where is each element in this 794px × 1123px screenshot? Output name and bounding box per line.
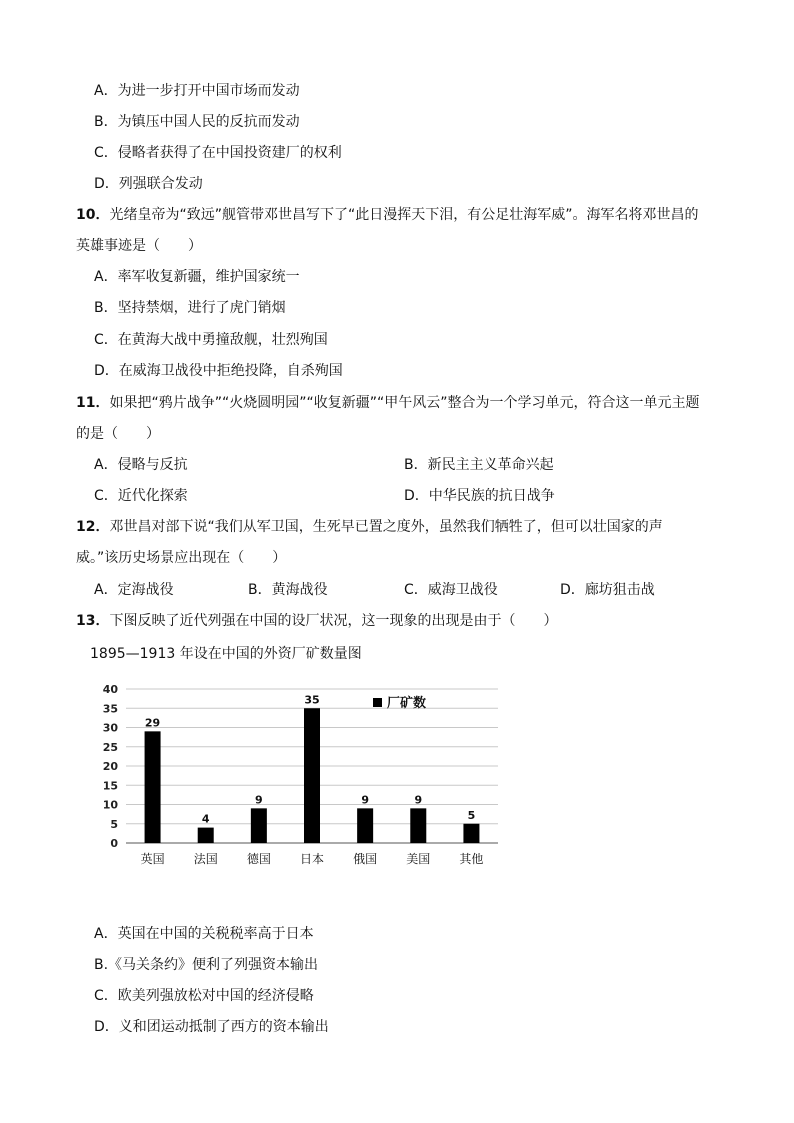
- x-tick-label: 俄国: [353, 852, 378, 866]
- y-tick-label: 10: [102, 798, 118, 812]
- q11-option-c: C．近代化探索: [94, 488, 188, 504]
- q10-option-b: B．坚持禁烟，进行了虎门销烟: [94, 300, 286, 316]
- question-10-number: 10．: [76, 207, 110, 223]
- y-tick-label: 15: [102, 779, 118, 793]
- question-12-stem-line2: 威。”该历史场景应出现在（ ）: [76, 550, 287, 566]
- q12-option-b: B．黄海战役: [248, 582, 328, 598]
- q13-option-c: C．欧美列强放松对中国的经济侵略: [94, 988, 314, 1004]
- x-tick-label: 其他: [459, 852, 484, 866]
- q13-option-d: D．义和团运动抵制了西方的资本输出: [94, 1019, 329, 1035]
- question-11: [76, 394, 700, 412]
- q10-option-d: D．在威海卫战役中拒绝投降，自杀殉国: [94, 363, 343, 379]
- question-11-stem-line2: 的是（ ）: [76, 426, 160, 442]
- question-13: [76, 612, 557, 630]
- q9-option-d: D．列强联合发动: [94, 176, 203, 192]
- data-label: 9: [255, 793, 263, 807]
- q12-option-c: C．威海卫战役: [404, 582, 498, 598]
- question-10: [76, 206, 699, 224]
- data-label: 35: [304, 693, 320, 707]
- data-label: 5: [467, 808, 476, 822]
- q13-option-a: A．英国在中国的关税税率高于日本: [94, 926, 314, 942]
- bar: [251, 808, 267, 843]
- chart-caption: 1895—1913 年设在中国的外资厂矿数量图: [90, 646, 362, 662]
- q10-option-c: C．在黄海大战中勇撞敌舰，壮烈殉国: [94, 332, 328, 348]
- question-12: [76, 518, 663, 536]
- y-tick-label: 0: [110, 837, 118, 850]
- bar: [145, 731, 161, 843]
- y-tick-label: 20: [102, 760, 118, 773]
- q10-option-a: A．率军收复新疆，维护国家统一: [94, 269, 300, 285]
- q12-option-a: A．定海战役: [94, 582, 174, 598]
- question-13-stem: 下图反映了近代列强在中国的设厂状况，这一现象的出现是由于（ ）: [109, 613, 558, 629]
- legend-label: 厂矿数: [387, 696, 427, 711]
- y-tick-label: 35: [102, 702, 118, 716]
- question-12-number: 12．: [76, 519, 110, 535]
- y-tick-label: 40: [102, 683, 118, 696]
- x-tick-label: 美国: [406, 852, 431, 866]
- y-tick-label: 25: [102, 740, 118, 754]
- q11-option-a: A．侵略与反抗: [94, 457, 188, 473]
- data-label: 4: [201, 812, 210, 826]
- y-tick-label: 5: [110, 817, 118, 831]
- legend-swatch: [373, 698, 382, 707]
- question-13-number: 13．: [76, 613, 110, 629]
- x-tick-label: 英国: [140, 852, 165, 866]
- question-10-stem-line1: 光绪皇帝为“致远”舰管带邓世昌写下了“此日漫挥天下泪，有公足壮海军威”。海军名将邓世昌的: [109, 207, 699, 223]
- q9-option-c: C．侵略者获得了在中国投资建厂的权利: [94, 145, 342, 161]
- data-label: 9: [414, 793, 423, 807]
- question-11-stem-line1: 如果把“鸦片战争”“火烧圆明园”“收复新疆”“甲午风云”整合为一个学习单元，符合这一单元主题: [109, 395, 700, 411]
- data-label: 29: [144, 716, 161, 730]
- q11-option-d: D．中华民族的抗日战争: [404, 488, 555, 504]
- question-12-stem-line1: 邓世昌对部下说“我们从军卫国，生死早已置之度外，虽然我们牺牲了，但可以壮国家的声: [109, 519, 663, 535]
- x-tick-label: 日本: [299, 852, 325, 866]
- x-tick-label: 德国: [246, 852, 271, 866]
- q13-option-b: B.《马关条约》便利了列强资本输出: [94, 957, 319, 973]
- q9-option-a: A．为进一步打开中国市场而发动: [94, 83, 300, 99]
- factory-count-bar-chart: [90, 676, 510, 876]
- q9-option-b: B．为镇压中国人民的反抗而发动: [94, 114, 300, 130]
- q12-option-d: D．廊坊狙击战: [560, 582, 655, 598]
- question-11-number: 11．: [76, 395, 110, 411]
- x-tick-label: 法国: [193, 852, 218, 866]
- data-label: 9: [361, 793, 369, 807]
- bar: [463, 824, 479, 843]
- bar: [304, 708, 320, 843]
- q11-option-b: B．新民主主义革命兴起: [404, 457, 554, 473]
- bar: [357, 808, 373, 843]
- bar: [410, 808, 426, 843]
- y-tick-label: 30: [102, 721, 118, 735]
- question-10-stem-line2: 英雄事迹是（ ）: [76, 238, 202, 254]
- bar: [198, 828, 214, 843]
